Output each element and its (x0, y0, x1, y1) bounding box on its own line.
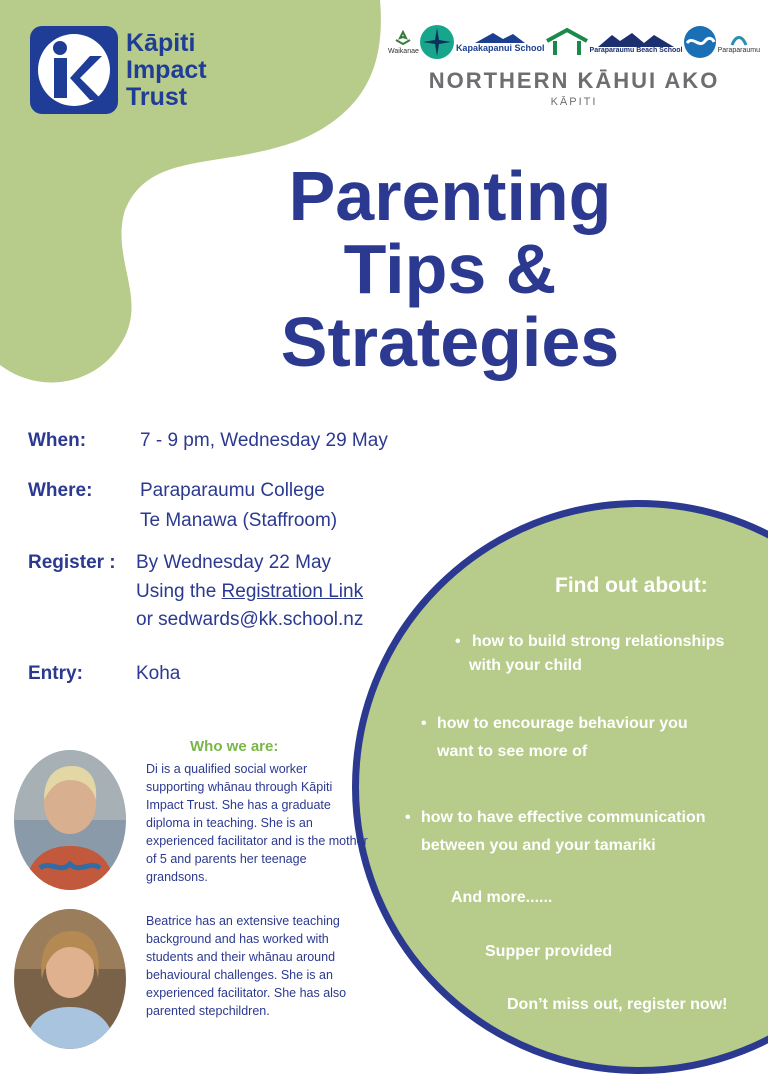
beatrice-bio: Beatrice has an extensive teaching background and has worked with students and their whānau around behavioural challenges. She is an experienced facilitator. She has also parented stepchildren. (146, 914, 347, 1018)
di-photo (14, 750, 126, 890)
swirl-logo (419, 24, 455, 60)
when-value: 7 - 9 pm, Wednesday 29 May (140, 430, 388, 451)
and-more-text: And more...... (451, 889, 553, 906)
find-out-item-1-line1: how to build strong relationships (472, 633, 725, 650)
find-out-bullet-icon: • (405, 809, 411, 826)
kit-name-line3: Trust (126, 82, 188, 111)
kapiti-impact-trust-logo (30, 26, 207, 114)
supper-text: Supper provided (485, 943, 613, 960)
title-line1: Parenting (288, 157, 612, 235)
title-line2: Tips & (343, 230, 557, 308)
registration-link[interactable]: Registration Link (221, 581, 364, 602)
page-title (200, 157, 700, 381)
paraparaumu-logo: Paraparaumu (718, 31, 760, 54)
entry-value: Koha (136, 663, 181, 684)
find-out-item-1-line2: with your child (469, 657, 582, 674)
kahui-ako-heading: NORTHERN KĀHUI AKO (428, 68, 720, 93)
kahui-ako-subheading: KĀPITI (550, 96, 598, 108)
entry-label: Entry: (28, 663, 83, 684)
whare-logo (545, 27, 589, 57)
find-out-heading: Find out about: (555, 574, 708, 597)
register-line1: By Wednesday 22 May (136, 552, 332, 573)
kit-name (126, 30, 207, 111)
beatrice-photo (14, 909, 126, 1049)
where-label: Where: (28, 480, 93, 501)
find-out-item-3-line2: between you and your tamariki (421, 837, 656, 854)
find-out-item-2-line2: want to see more of (437, 743, 588, 760)
where-line1: Paraparaumu College (140, 480, 325, 501)
register-line2 (136, 581, 363, 603)
find-out-bullet-icon: • (421, 715, 427, 732)
kapakapanui-logo: Kapakapanui School (456, 31, 545, 53)
register-label: Register : (28, 552, 116, 573)
title-line3: Strategies (280, 303, 620, 381)
cta-text: Don’t miss out, register now! (507, 996, 728, 1013)
wave-logo (683, 25, 717, 59)
kit-name-line2: Impact (126, 55, 207, 84)
partner-logos (388, 22, 760, 108)
register-prefix: Using the (136, 581, 222, 602)
who-we-are-heading: Who we are: (190, 738, 279, 755)
where-line2: Te Manawa (Staffroom) (140, 510, 338, 531)
when-label: When: (28, 430, 87, 451)
register-email: or sedwards@kk.school.nz (136, 609, 364, 630)
waikanae-logo: Waikanae (388, 30, 419, 55)
find-out-bullet-icon: • (455, 633, 461, 650)
di-bio: Di is a qualified social worker supporting whānau through Kāpiti Impact Trust. She has a graduate diploma in teaching. She is an experienced facilitator and is the mother of 5 and parents her teenage grandsons. (146, 762, 368, 884)
k-badge-icon (30, 26, 118, 114)
find-out-item-3-line1: how to have effective communication (421, 809, 706, 826)
kit-name-line1: Kāpiti (126, 28, 196, 57)
find-out-item-2-line1: how to encourage behaviour you (437, 715, 688, 732)
paraparaumu-beach-logo: Paraparaumu Beach School (590, 31, 683, 54)
